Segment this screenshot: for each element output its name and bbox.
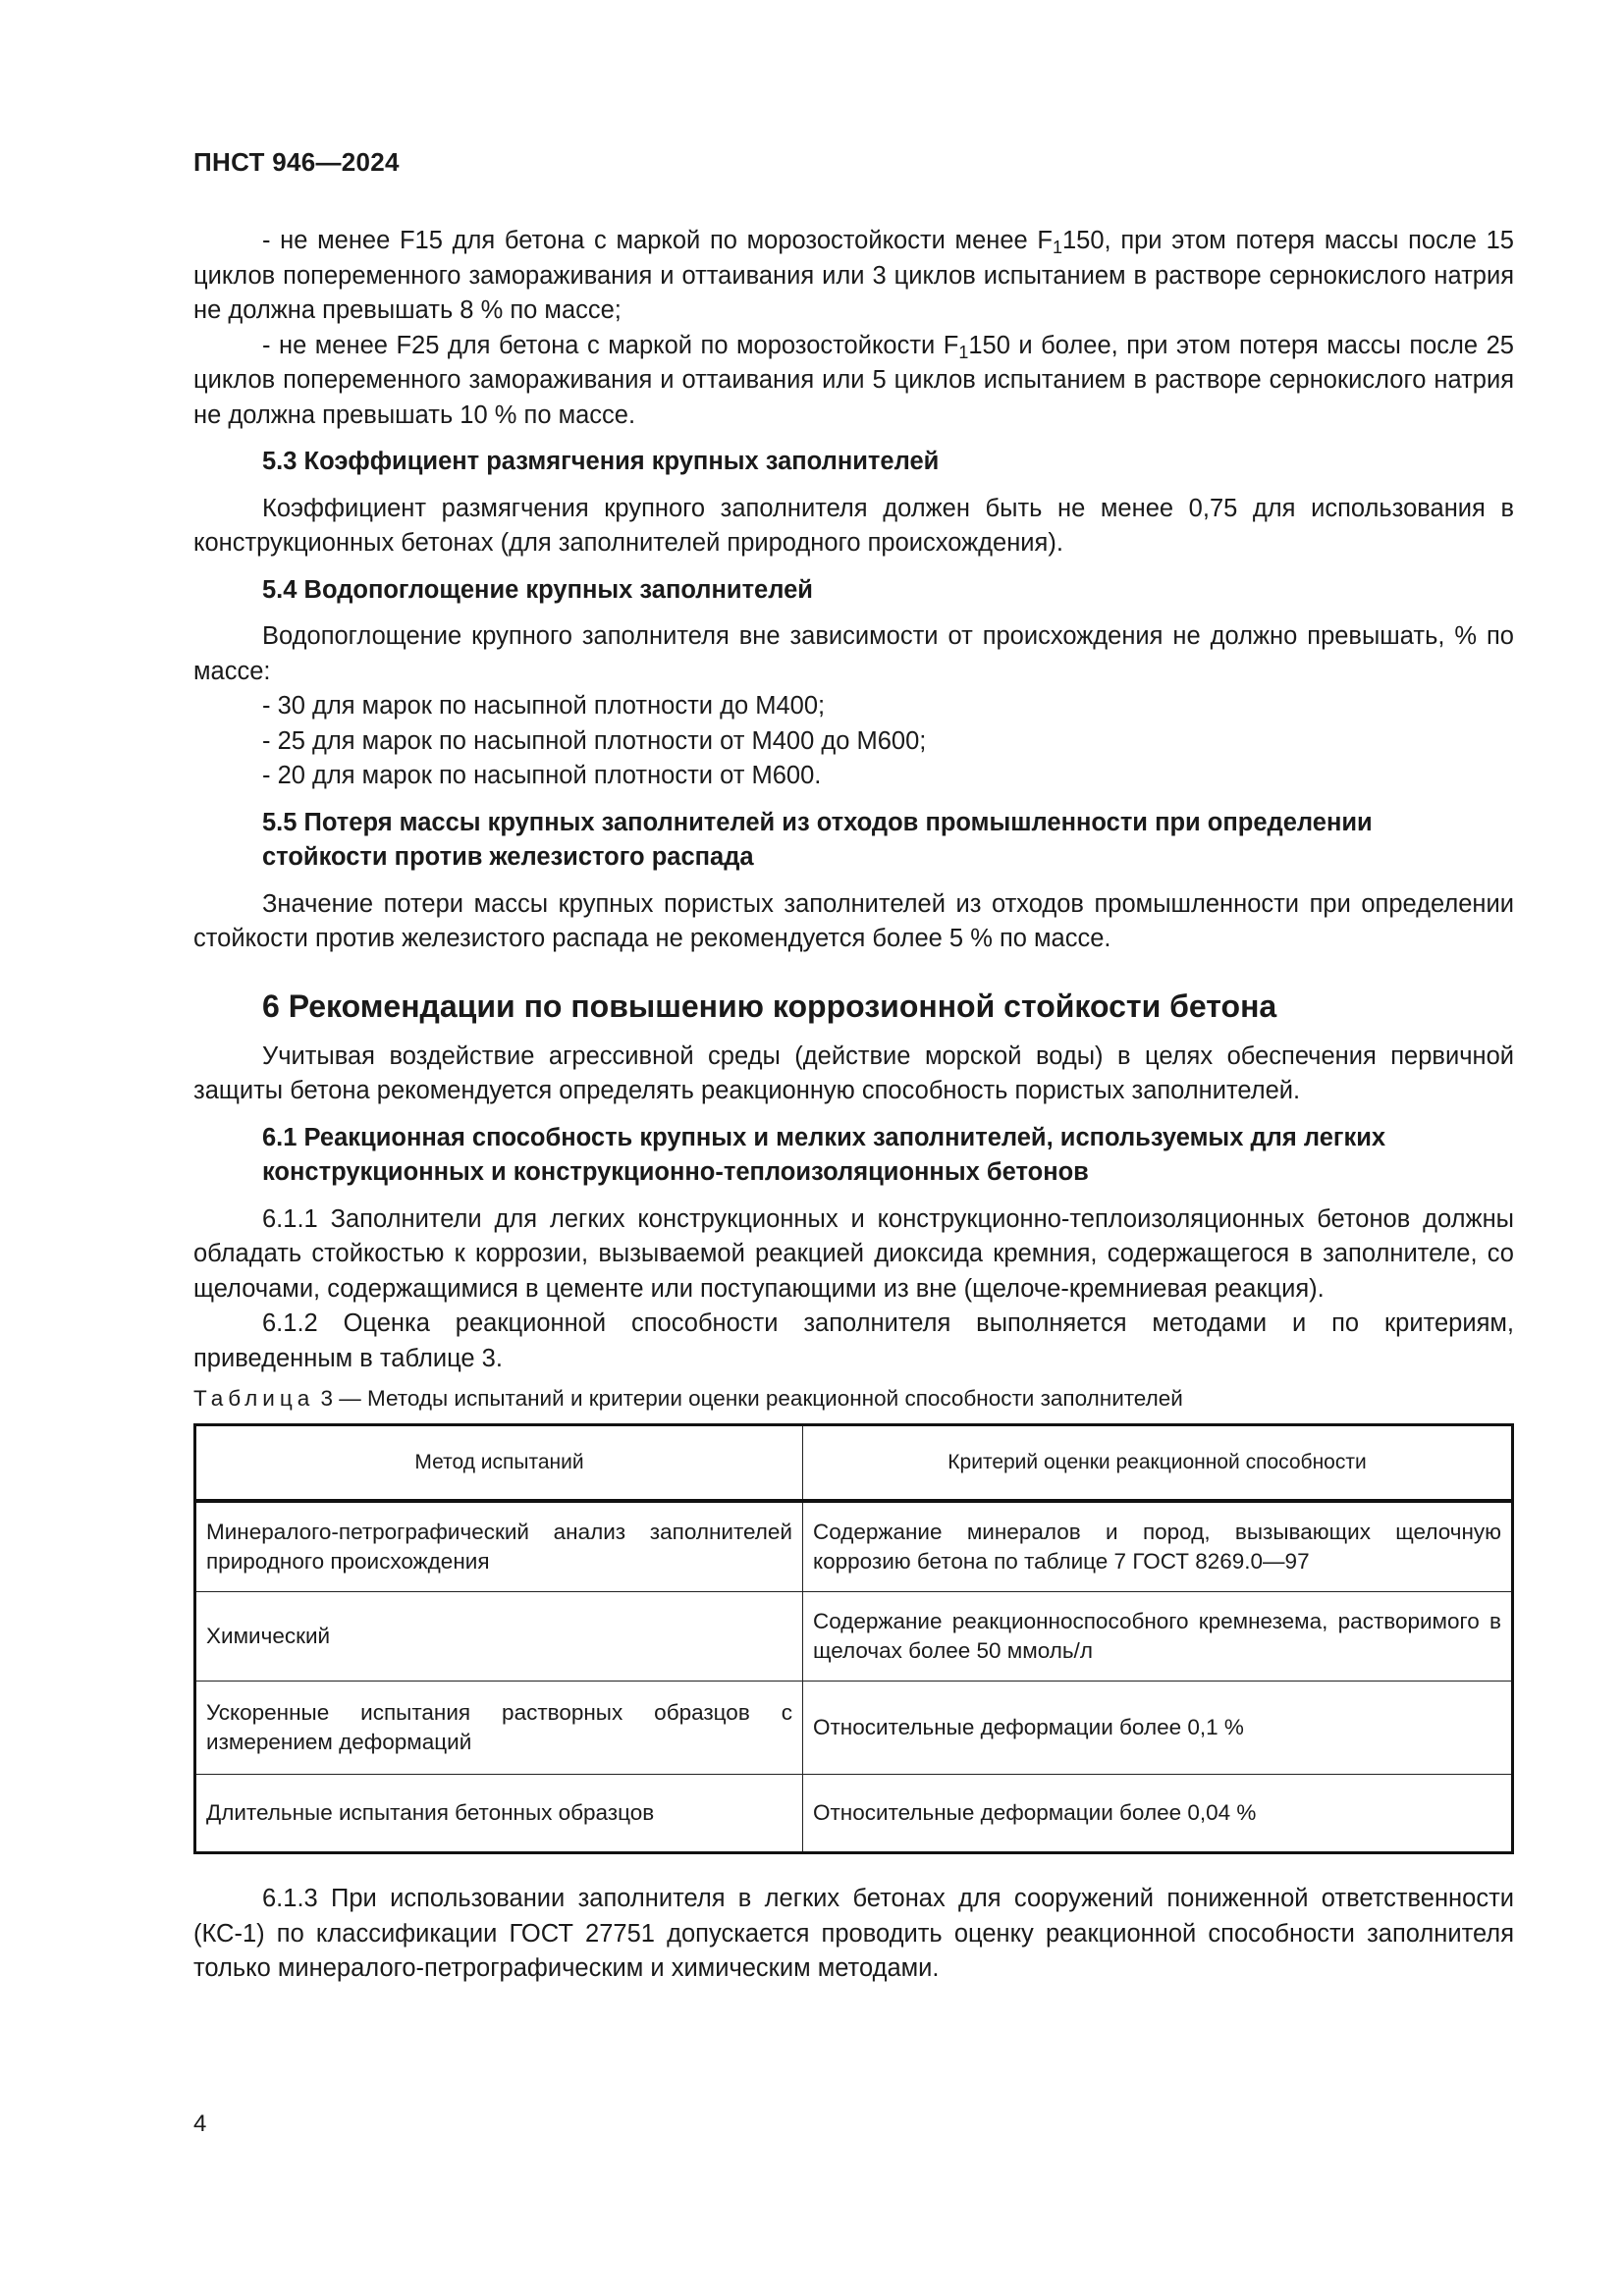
table-cell-method: Ускоренные испытания растворных образцов с измерением деформаций [195,1682,803,1775]
table-cell-criterion: Содержание минералов и пород, вызывающих щелочную коррозию бетона по таблице 7 ГОСТ 8269.0—97 [803,1501,1513,1592]
section-6-1-2-text: 6.1.2 Оценка реакционной способности заполнителя выполняется методами и по критериям, приведенным в таблице 3. [193,1309,1514,1372]
document-id-header: ПНСТ 946—2024 [193,147,400,177]
list-item: - 25 для марок по насыпной плотности от М400 до М600; [262,726,927,755]
section-6-1-1-text: 6.1.1 Заполнители для легких конструкционных и конструкционно-теплоизоляционных бетонов должны обладать стойкостью к коррозии, вызываемой реакцией диоксида кремния, содержащегося в заполнителе, со щелочами, содержащимися в цементе или поступающими из вне (щелоче-кремниевая реакция). [193,1204,1514,1303]
table-cell-criterion: Относительные деформации более 0,04 % [803,1775,1513,1853]
table-cell-method: Химический [195,1592,803,1682]
section-5-4-heading: 5.4 Водопоглощение крупных заполнителей [262,575,813,604]
table-caption: Таблица 3 — Методы испытаний и критерии оценки реакционной способности заполнителей [193,1386,1183,1411]
table-row [195,1775,1513,1853]
document-body [193,224,1514,1987]
table-cell-method: Минералого-петрографический анализ заполнителей природного происхождения [195,1501,803,1592]
table-row [195,1501,1513,1592]
section-5-3-heading: 5.3 Коэффициент размягчения крупных заполнителей [262,448,940,475]
table-cell-criterion: Содержание реакционноспособного кремнезема, растворимого в щелочах более 50 ммоль/л [803,1592,1513,1682]
table-cell-criterion: Относительные деформации более 0,1 % [803,1682,1513,1775]
section-5-5-heading: 5.5 Потеря массы крупных заполнителей из отходов промышленности при определении стойкости против железистого распада [262,808,1373,871]
table-header-row [195,1425,1513,1502]
column-header-method: Метод испытаний [195,1425,803,1502]
section-6-1-3-text: 6.1.3 При использовании заполнителя в легких бетонах для сооружений пониженной ответственности (КС-1) по классификации ГОСТ 27751 допускается проводить оценку реакционной способности заполнителя только минералого-петрографическим и химическим методами. [193,1885,1514,1982]
page-number: 4 [193,2110,207,2137]
table-row [195,1592,1513,1682]
paragraph-f15: - не менее F15 для бетона с маркой по морозостойкости менее $F_1150$, при этом потеря массы после 15 циклов попеременного замораживания и оттаивания или 3 циклов испытанием в растворе сернокислого натрия не должна превышать 8 % по массе; [193,227,1514,324]
section-5-5-text: Значение потери массы крупных пористых заполнителей из отходов промышленности при определении стойкости против железистого распада не рекомендуется более 5 % по массе. [193,889,1514,952]
section-5-3-text: Коэффициент размягчения крупного заполнителя должен быть не менее 0,75 для использования в конструкционных бетонах (для заполнителей природного происхождения). [193,494,1514,557]
list-item: - 30 для марок по насыпной плотности до М400; [262,692,826,720]
reactivity-table [193,1423,1514,1854]
table-row [195,1682,1513,1775]
section-6-heading: 6 Рекомендации по повышению коррозионной стойкости бетона [262,988,1277,1024]
table-cell-method: Длительные испытания бетонных образцов [195,1775,803,1853]
list-item: - 20 для марок по насыпной плотности от М600. [262,762,822,789]
section-6-text: Учитывая воздействие агрессивной среды (действие морской воды) в целях обеспечения первичной защиты бетона рекомендуется определять реакционную способность пористых заполнителей. [193,1041,1514,1104]
section-5-4-text: Водопоглощение крупного заполнителя вне зависимости от происхождения не должно превышать, % по массе: [193,622,1514,685]
column-header-criterion: Критерий оценки реакционной способности [803,1425,1513,1502]
paragraph-f25: - не менее F25 для бетона с маркой по морозостойкости $F_1150$ и более, при этом потеря массы после 25 циклов попеременного замораживания и оттаивания или 5 циклов испытанием в растворе сернокислого натрия не должна превышать 10 % по массе. [193,331,1514,429]
section-6-1-heading: 6.1 Реакционная способность крупных и мелких заполнителей, используемых для легких конструкционных и конструкционно-теплоизоляционных бетонов [262,1123,1386,1186]
